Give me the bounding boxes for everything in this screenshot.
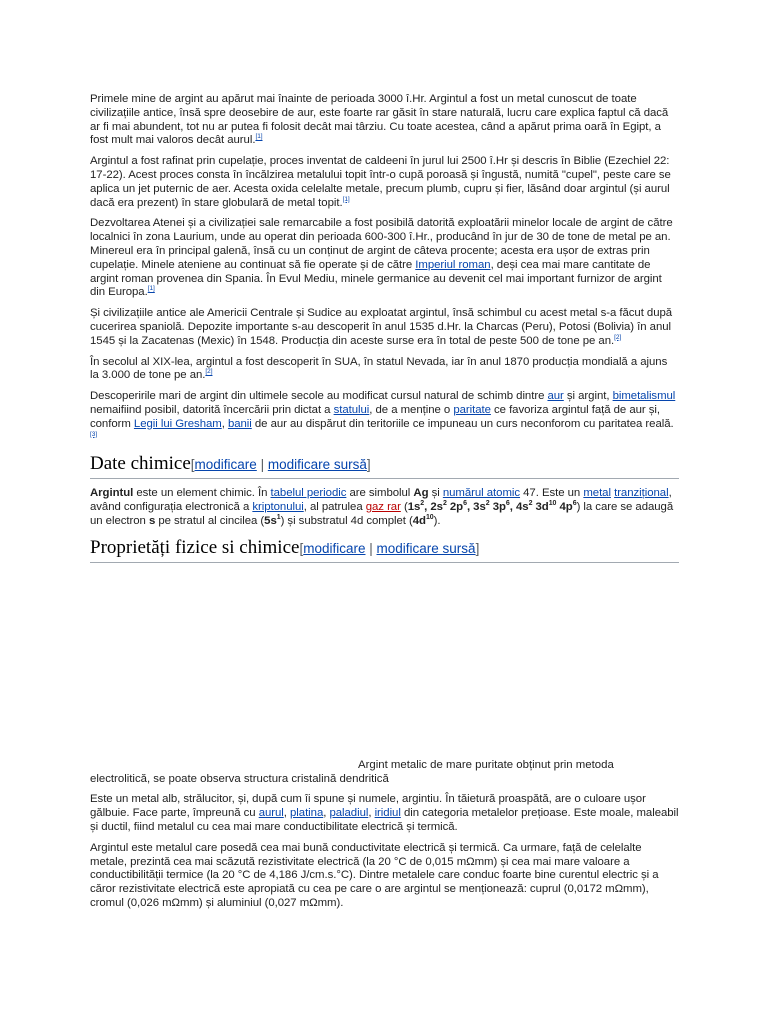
- paragraph-history-3: [90, 217, 679, 300]
- edit-link[interactable]: modificare: [194, 457, 257, 473]
- paragraph-text: Argintul a fost rafinat prin cupelație, proces inventat de caldeeni în jurul lui 2500 î.Hr și descris în Biblie (Ezechiel 22: 17-22). Acest proces consta în încălzirea metalului topit într-o cupă poroasă și îngustă, numită "cupel", peste care se aplica un jet puternic de aer. Acesta oxida celelalte metale, precum plumb, cupru și fier, lăsând doar argintul (și aurul dacă era prezent) în stare globulară de metal topit.: [90, 155, 671, 209]
- paragraph-text: Dezvoltarea Atenei și a civilizației sale remarcabile a fost posibilă datorită exploatării minelor locale de argint de către localnici în zona Laurium, unde au operat din perioada 600-300 î.Hr., producând în jur de 30 de tone de metal pe an. Minereul era în principal galenă, însă cu un conținut de argint de câteva procente; acesta era ușor de extras prin cupelație. Minele ateniene au continuat să fie operate și de către: [90, 217, 673, 271]
- paragraph-physical-1: [90, 793, 679, 834]
- config-exponent: 2: [420, 500, 425, 508]
- edit-section-links: [299, 541, 479, 556]
- paragraph-text: Este un metal alb, strălucitor, și, după cum îi spune și numele, argintiu. În tăietură proaspătă, are o culoare ușor gălbuie. Face parte, împreună cu: [90, 793, 646, 820]
- paragraph-history-1: [90, 93, 679, 148]
- paragraph-text: și: [428, 487, 443, 500]
- link-paladiul[interactable]: paladiul: [329, 807, 369, 820]
- link-banii[interactable]: banii: [227, 417, 252, 430]
- paragraph-history-4: [90, 307, 679, 348]
- edit-source-link[interactable]: modificare sursă: [267, 457, 367, 473]
- link-kriptonului[interactable]: kriptonului: [252, 501, 304, 514]
- link-numarul-atomic[interactable]: numărul atomic: [442, 487, 521, 500]
- paragraph-chemical: [90, 487, 679, 528]
- link-metal[interactable]: metal: [583, 487, 611, 500]
- config-exponent: 6: [463, 500, 467, 508]
- image-placeholder: [90, 571, 679, 759]
- paragraph-text: este un element chimic. În: [133, 487, 271, 500]
- bracket-close: ]: [366, 457, 371, 473]
- link-tabelul-periodic[interactable]: tabelul periodic: [270, 487, 347, 500]
- config-part: 4p: [556, 501, 573, 514]
- separator: |: [256, 457, 268, 473]
- image-caption: [90, 759, 679, 787]
- paragraph-text: Și civilizațiile antice ale Americii Centrale și Sudice au exploatat argintul, însă schimbul cu acest metal s-a făcut după cucerirea spaniolă. Depozite importante s-au descoperit în anul 1535 d.Hr. la Charcas (Peru), Potosi (Bolivia) în anul 1545 și la Zacatenas (Mexic) în 1548. Producția din aceste surse era în total de peste 500 de tone pe an.: [90, 307, 673, 347]
- electron-configuration: [264, 515, 280, 527]
- link-paritate[interactable]: paritate: [453, 403, 491, 416]
- paragraph-text: de aur au dispărut din teritoriile ce impuneau un curs neconforom cu paritatea reală.: [251, 417, 674, 430]
- config-exponent: 10: [548, 500, 557, 508]
- paragraph-text: nemaifiind posibil, datorită încercării prin dictat a: [90, 403, 334, 416]
- config-exponent: 2: [485, 500, 490, 508]
- link-imperiul-roman[interactable]: Imperiul roman: [415, 258, 491, 271]
- link-aurul[interactable]: aurul: [258, 807, 284, 820]
- bold-term: Argintul: [90, 487, 134, 500]
- paragraph-text: și argint,: [563, 390, 613, 403]
- paragraph-text: , deși cea mai mare cantitate de argint roman provenea din Spania. În Evul Mediu, minele germanice au devenit cel mai important furnizor de argint din Europa.: [90, 258, 662, 299]
- paragraph-text: din categoria metalelor prețioase. Este moale, maleabil și ductil, fiind metalul cu cea mai mare conductibilitate electrică și termică.: [90, 807, 679, 833]
- edit-source-link[interactable]: modificare sursă: [376, 540, 476, 556]
- reference-link[interactable]: [2]: [614, 333, 622, 341]
- config-part: 1s: [407, 501, 421, 514]
- link-iridiul[interactable]: iridiul: [374, 807, 401, 820]
- paragraph-text: Argintul este metalul care posedă cea mai bună conductivitate electrică și termică. Ca urmare, față de celelalte metale, prezintă cea mai scăzută rezistivitate electrică (la 20 °C de 0,015 mΩmm) și cea mai mare valoare a conductibilității termice (la 20 °C de 4,186 J/cm.s.°C). Dintre metalele care conduc foarte bine curentul electric și a căror rezistivitate electrică este apropiată cu cea pe care o are argintul se menționează: cuprul (0,0172 mΩmm), cromul (0,026 mΩmm) și aluminiul (0,027 mΩmm).: [90, 841, 659, 909]
- link-legii-lui-gresham[interactable]: Legii lui Gresham: [133, 417, 222, 430]
- paragraph-text: ).: [433, 514, 441, 527]
- reference-link[interactable]: [3]: [90, 430, 98, 438]
- reference-link[interactable]: [1]: [342, 195, 350, 203]
- paragraph-physical-2: [90, 842, 679, 911]
- edit-section-links: [191, 457, 371, 472]
- separator: |: [365, 540, 377, 556]
- bracket-open: [: [299, 540, 304, 556]
- paragraph-text: ) și substratul 4d complet (: [280, 514, 413, 527]
- config-exponent: 2: [442, 500, 447, 508]
- paragraph-text: , având configurația electronică a: [90, 487, 672, 514]
- link-aur[interactable]: aur: [547, 390, 564, 403]
- config-exponent: 1: [276, 514, 281, 522]
- config-exponent: 2: [528, 500, 533, 508]
- paragraph-text: ) la care se adaugă un electron: [90, 501, 674, 527]
- paragraph-text: 47. Este un: [520, 487, 584, 500]
- reference-link[interactable]: [1]: [255, 133, 263, 141]
- bold-term: s: [148, 514, 156, 527]
- reference-link[interactable]: [2]: [205, 368, 213, 376]
- config-part: , 3s: [466, 501, 486, 514]
- bold-symbol: Ag: [413, 487, 429, 500]
- caption-line: Argint metalic de mare puritate obținut prin metoda: [358, 758, 614, 771]
- link-gaz-rar[interactable]: gaz rar: [365, 501, 401, 514]
- config-exponent: 10: [425, 514, 434, 522]
- paragraph-history-2: [90, 155, 679, 210]
- link-statului[interactable]: statului: [333, 403, 370, 416]
- paragraph-text: ,: [323, 807, 330, 820]
- paragraph-text: ce favoriza argintul față de aur și, conform: [90, 403, 661, 430]
- section-title: Proprietăți fizice si chimice: [90, 536, 300, 558]
- paragraph-text: Primele mine de argint au apărut mai înainte de perioada 3000 î.Hr. Argintul a fost un metal cunoscut de toate civilizațiile antice, însă spre deosebire de aur, este foarte rar găsit în stare naturală, lucru care explica faptul că dacă ar fi mai abundent, tot nu ar putea fi folosit decât mai târziu. Cu toate acestea, când a apărut prima oară în Egipt, a fost mult mai valoros decât aurul.: [90, 93, 669, 147]
- config-part: 3d: [532, 501, 549, 514]
- config-part: 4d: [412, 514, 426, 527]
- paragraph-text: ,: [368, 807, 375, 820]
- paragraph-text: În secolul al XIX-lea, argintul a fost descoperit în SUA, în statul Nevada, iar în anul 1870 producția mondială a ajuns la 3.000 de tone pe an.: [90, 355, 668, 382]
- section-heading-date-chimice: [90, 452, 679, 479]
- caption-line: electrolitică, se poate observa structura cristalină dendritică: [90, 772, 389, 785]
- paragraph-text: (: [400, 501, 408, 514]
- config-part: , 2s: [424, 501, 443, 514]
- link-bimetalismul[interactable]: bimetalismul: [612, 390, 676, 403]
- paragraph-history-6: [90, 390, 679, 445]
- paragraph-text: ,: [221, 417, 228, 430]
- config-part: 3p: [489, 501, 506, 514]
- config-part: , 4s: [509, 501, 529, 514]
- config-part: 2p: [446, 501, 464, 514]
- paragraph-text: Descoperirile mari de argint din ultimele secole au modificat cursul natural de schimb dintre: [90, 390, 548, 403]
- bracket-open: [: [190, 457, 195, 473]
- config-exponent: 6: [505, 500, 510, 508]
- electron-configuration: [408, 501, 577, 513]
- section-heading-proprietati: [90, 536, 679, 563]
- paragraph-history-5: [90, 356, 679, 384]
- edit-link[interactable]: modificare: [303, 540, 366, 556]
- link-platina[interactable]: platina: [290, 807, 324, 820]
- article-body: [90, 93, 679, 918]
- paragraph-text: , al patrulea: [303, 501, 366, 514]
- link-tranzitional[interactable]: tranzițional: [614, 487, 669, 500]
- electron-configuration: [413, 515, 434, 527]
- paragraph-text: pe stratul al cincilea (: [155, 514, 265, 527]
- section-title: Date chimice: [90, 453, 191, 475]
- config-part: 5s: [264, 514, 277, 527]
- bracket-close: ]: [475, 540, 480, 556]
- paragraph-text: ,: [283, 807, 291, 820]
- config-exponent: 6: [572, 500, 577, 508]
- reference-link[interactable]: [1]: [147, 285, 155, 293]
- paragraph-text: are simbolul: [346, 487, 414, 500]
- paragraph-text: , de a menține o: [369, 403, 454, 416]
